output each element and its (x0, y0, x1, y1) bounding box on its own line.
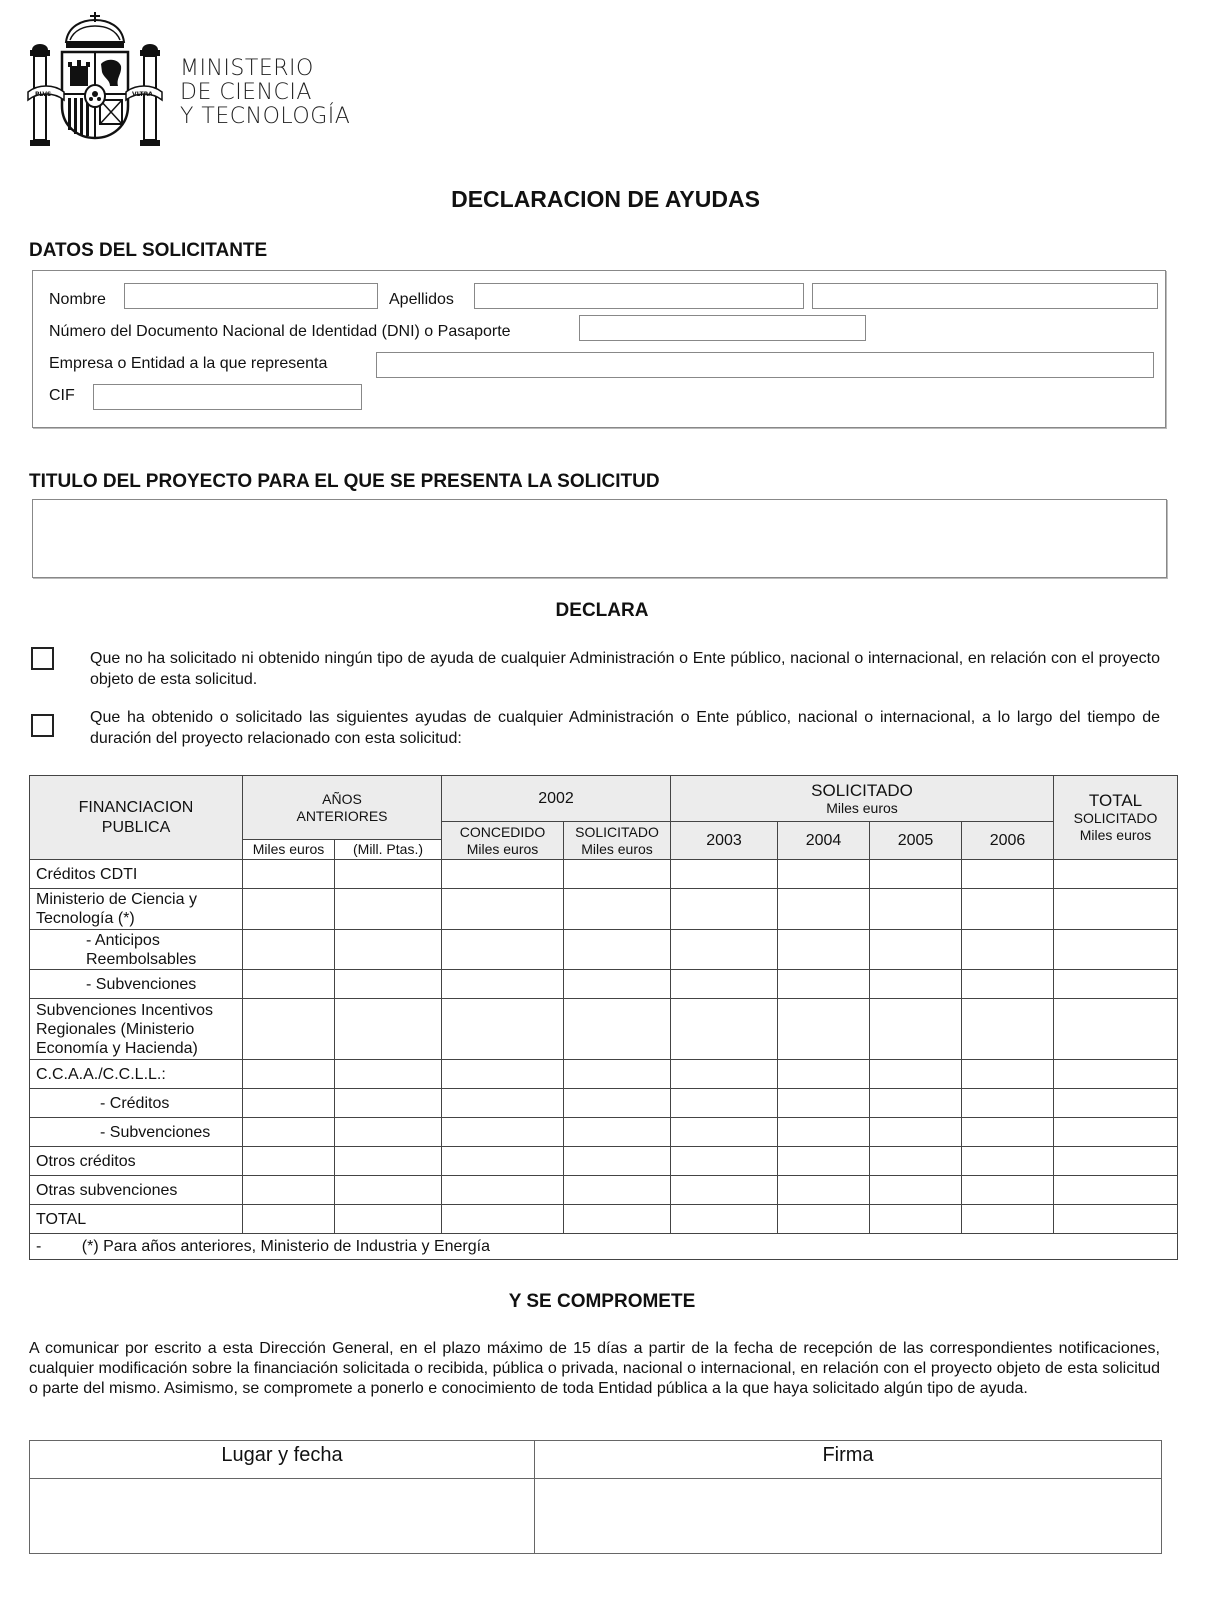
header-2002-solicitado-label: SOLICITADO (575, 823, 659, 840)
table-cell[interactable] (335, 1205, 442, 1234)
row-label: Otras subvenciones (30, 1176, 243, 1205)
table-cell[interactable] (962, 999, 1054, 1060)
header-year-2006: 2006 (962, 822, 1054, 860)
table-cell[interactable] (243, 1176, 335, 1205)
table-cell[interactable] (564, 1089, 671, 1118)
header-year-2005: 2005 (870, 822, 962, 860)
declara-option1-text: Que no ha solicitado ni obtenido ningún tipo de ayuda de cualquier Administración o Ente público, nacional o internacional, en relación con el proyecto objeto de esta solicitud. (90, 650, 1160, 688)
table-cell[interactable] (564, 1060, 671, 1089)
table-cell[interactable] (442, 1176, 564, 1205)
table-cell[interactable] (564, 999, 671, 1060)
cif-field[interactable] (93, 384, 362, 410)
row-label: - Créditos (30, 1089, 243, 1118)
ministry-line-3: Y TECNOLOGÍA (180, 104, 351, 129)
table-cell[interactable] (1054, 1089, 1178, 1118)
header-2002-concedido (442, 822, 564, 860)
table-cell[interactable] (564, 1176, 671, 1205)
table-cell[interactable] (778, 930, 870, 970)
table-cell[interactable] (243, 1205, 335, 1234)
nombre-label: Nombre (49, 291, 106, 308)
table-cell[interactable] (778, 1205, 870, 1234)
table-cell[interactable] (564, 1118, 671, 1147)
table-cell[interactable] (564, 930, 671, 970)
table-cell[interactable] (243, 1118, 335, 1147)
table-cell[interactable] (442, 970, 564, 999)
header-2002-solicitado-unit: Miles euros (581, 840, 653, 857)
header-financiacion: FINANCIACION PUBLICA (30, 776, 243, 860)
table-cell[interactable] (962, 1060, 1054, 1089)
table-cell[interactable] (870, 1060, 962, 1089)
declara-option1-checkbox[interactable] (31, 647, 54, 670)
apellido1-field[interactable] (474, 283, 804, 309)
header-anos-anteriores: AÑOS ANTERIORES (243, 776, 442, 840)
table-cell[interactable] (671, 930, 778, 970)
table-note-row (30, 1234, 1178, 1260)
cif-label: CIF (49, 387, 75, 404)
table-cell[interactable] (564, 1147, 671, 1176)
table-cell[interactable] (335, 1118, 442, 1147)
table-cell[interactable] (671, 1118, 778, 1147)
table-cell[interactable] (870, 889, 962, 930)
table-cell[interactable] (870, 930, 962, 970)
table-cell[interactable] (243, 930, 335, 970)
spanish-coat-of-arms-icon (26, 8, 164, 150)
declara-option2-text: Que ha obtenido o solicitado las siguientes ayudas de cualquier Administración o Ente público, nacional o internacional, a lo largo del tiempo de duración del proyecto relacionado con esta solicitud: (90, 709, 1160, 747)
row-label: Otros créditos (30, 1147, 243, 1176)
table-cell[interactable] (243, 999, 335, 1060)
declara-option2-checkbox[interactable] (31, 714, 54, 737)
table-cell[interactable] (671, 1060, 778, 1089)
table-cell[interactable] (671, 999, 778, 1060)
table-cell[interactable] (1054, 1147, 1178, 1176)
table-row (30, 1060, 1178, 1089)
table-cell[interactable] (671, 1147, 778, 1176)
header-total-label: TOTAL (1088, 791, 1143, 810)
table-cell[interactable] (870, 1176, 962, 1205)
row-label: - Subvenciones (30, 1118, 243, 1147)
table-cell[interactable] (442, 1118, 564, 1147)
dni-field[interactable] (579, 315, 866, 341)
table-cell[interactable] (778, 1060, 870, 1089)
table-cell[interactable] (1054, 930, 1178, 970)
table-cell[interactable] (335, 1060, 442, 1089)
table-cell[interactable] (564, 970, 671, 999)
lugar-fecha-label: Lugar y fecha (30, 1441, 535, 1479)
row-label: Créditos CDTI (30, 860, 243, 889)
dni-label: Número del Documento Nacional de Identidad (DNI) o Pasaporte (49, 323, 511, 340)
header-2002-solicitado (564, 822, 671, 860)
table-cell[interactable] (870, 1118, 962, 1147)
table-row (30, 1176, 1178, 1205)
header-2002: 2002 (442, 776, 671, 822)
table-cell[interactable] (962, 930, 1054, 970)
signature-table (29, 1440, 1162, 1554)
apellidos-label: Apellidos (389, 291, 454, 308)
table-cell[interactable] (335, 999, 442, 1060)
header-anos-mill-ptas: (Mill. Ptas.) (335, 840, 442, 860)
table-cell[interactable] (1054, 1060, 1178, 1089)
table-cell[interactable] (442, 889, 564, 930)
table-cell[interactable] (671, 889, 778, 930)
table-note-dash: - (36, 1237, 42, 1255)
table-cell[interactable] (778, 1118, 870, 1147)
document-title: DECLARACION DE AYUDAS (451, 186, 760, 212)
row-label: - Subvenciones (30, 970, 243, 999)
table-cell[interactable] (243, 1089, 335, 1118)
applicant-section-title: DATOS DEL SOLICITANTE (29, 240, 268, 261)
table-row (30, 1118, 1178, 1147)
table-cell[interactable] (335, 970, 442, 999)
table-cell[interactable] (962, 1089, 1054, 1118)
apellido2-field[interactable] (812, 283, 1158, 309)
firma-field[interactable] (535, 1479, 1162, 1554)
table-row-total (30, 1205, 1178, 1234)
header-solicitado-unit: Miles euros (826, 799, 898, 816)
table-cell[interactable] (778, 1147, 870, 1176)
table-cell[interactable] (870, 860, 962, 889)
table-cell[interactable] (442, 860, 564, 889)
header-concedido-label: CONCEDIDO (459, 823, 546, 840)
table-cell[interactable] (962, 970, 1054, 999)
table-cell[interactable] (778, 860, 870, 889)
table-cell[interactable] (962, 1147, 1054, 1176)
table-cell[interactable] (1054, 1176, 1178, 1205)
table-cell[interactable] (962, 889, 1054, 930)
table-cell[interactable] (564, 860, 671, 889)
row-label: C.C.A.A./C.C.L.L.: (30, 1060, 243, 1089)
header-total (1054, 776, 1178, 860)
financing-table (29, 775, 1178, 1260)
declara-title: DECLARA (555, 600, 649, 621)
table-cell[interactable] (870, 999, 962, 1060)
table-cell[interactable] (778, 889, 870, 930)
empresa-label: Empresa o Entidad a la que representa (49, 355, 328, 372)
table-cell[interactable] (564, 889, 671, 930)
table-cell[interactable] (671, 860, 778, 889)
table-cell[interactable] (243, 1147, 335, 1176)
table-cell[interactable] (870, 1147, 962, 1176)
table-row (30, 889, 1178, 930)
project-title-field[interactable] (32, 499, 1167, 578)
table-cell[interactable] (962, 860, 1054, 889)
table-cell[interactable] (243, 1060, 335, 1089)
table-cell[interactable] (778, 1176, 870, 1205)
table-cell[interactable] (778, 999, 870, 1060)
table-cell[interactable] (243, 970, 335, 999)
table-row (30, 999, 1178, 1060)
firma-label: Firma (535, 1441, 1162, 1479)
table-cell[interactable] (1054, 889, 1178, 930)
ministry-line-1: MINISTERIO (180, 56, 314, 81)
table-cell[interactable] (1054, 1205, 1178, 1234)
table-cell[interactable] (335, 889, 442, 930)
header-concedido-unit: Miles euros (466, 840, 539, 857)
table-cell[interactable] (870, 1089, 962, 1118)
header-total-unit: Miles euros (1079, 827, 1152, 843)
table-cell[interactable] (442, 1089, 564, 1118)
table-cell[interactable] (564, 1205, 671, 1234)
header-total-sub: SOLICITADO (1073, 810, 1158, 826)
ministry-name (180, 57, 350, 129)
table-row (30, 1089, 1178, 1118)
table-cell[interactable] (335, 930, 442, 970)
table-cell[interactable] (442, 999, 564, 1060)
table-cell[interactable] (243, 860, 335, 889)
row-label: TOTAL (30, 1205, 243, 1234)
project-section-title: TITULO DEL PROYECTO PARA EL QUE SE PRESENTA LA SOLICITUD (29, 471, 660, 492)
header-year-2003: 2003 (671, 822, 778, 860)
header-anos-miles-euros: Miles euros (243, 840, 335, 860)
empresa-field[interactable] (376, 352, 1154, 378)
ministry-line-2: DE CIENCIA (180, 80, 312, 105)
header-solicitado (671, 776, 1054, 822)
table-row (30, 860, 1178, 889)
table-cell[interactable] (442, 1147, 564, 1176)
lugar-fecha-field[interactable] (30, 1479, 535, 1554)
table-cell[interactable] (778, 1089, 870, 1118)
table-row (30, 970, 1178, 999)
compromete-text: A comunicar por escrito a esta Dirección General, en el plazo máximo de 15 días a partir de la fecha de recepción de las correspondientes notificaciones, cualquier modificación sobre la financiación solicitada o recibida, pública o privada, nacional o internacional, en relación con el proyecto objeto de esta solicitud o parte del mismo. Asimismo, se compromete a ponerlo e conocimiento de toda Entidad pública a la que haya solicitado algún tipo de ayuda. (29, 1340, 1160, 1397)
table-row (30, 1147, 1178, 1176)
table-cell[interactable] (962, 1176, 1054, 1205)
table-cell[interactable] (870, 1205, 962, 1234)
table-cell[interactable] (671, 970, 778, 999)
header-solicitado-label: SOLICITADO (811, 780, 913, 800)
table-cell[interactable] (1054, 999, 1178, 1060)
row-label: - Anticipos Reembolsables (30, 930, 243, 970)
table-cell[interactable] (671, 1176, 778, 1205)
table-cell[interactable] (1054, 860, 1178, 889)
table-cell[interactable] (335, 1147, 442, 1176)
table-cell[interactable] (1054, 970, 1178, 999)
nombre-field[interactable] (124, 283, 378, 309)
compromete-title: Y SE COMPROMETE (508, 1291, 696, 1312)
table-cell[interactable] (442, 1060, 564, 1089)
table-cell[interactable] (243, 889, 335, 930)
coat-ribbon-left-text: PLVS (35, 91, 52, 98)
table-cell[interactable] (335, 1176, 442, 1205)
row-label: Ministerio de Ciencia y Tecnología (*) (30, 889, 243, 930)
table-cell[interactable] (870, 970, 962, 999)
table-cell[interactable] (335, 860, 442, 889)
table-note-text: (*) Para años anteriores, Ministerio de Industria y Energía (81, 1237, 490, 1255)
table-cell[interactable] (1054, 1118, 1178, 1147)
table-cell[interactable] (442, 930, 564, 970)
table-cell[interactable] (778, 970, 870, 999)
table-cell[interactable] (962, 1118, 1054, 1147)
table-cell[interactable] (442, 1205, 564, 1234)
table-cell[interactable] (962, 1205, 1054, 1234)
table-cell[interactable] (335, 1089, 442, 1118)
row-label: Subvenciones Incentivos Regionales (Ministerio Economía y Hacienda) (30, 999, 243, 1060)
table-cell[interactable] (671, 1205, 778, 1234)
coat-ribbon-right-text: VLTRA (132, 91, 153, 98)
header-year-2004: 2004 (778, 822, 870, 860)
table-note (30, 1234, 1178, 1260)
table-cell[interactable] (671, 1089, 778, 1118)
table-row (30, 930, 1178, 970)
